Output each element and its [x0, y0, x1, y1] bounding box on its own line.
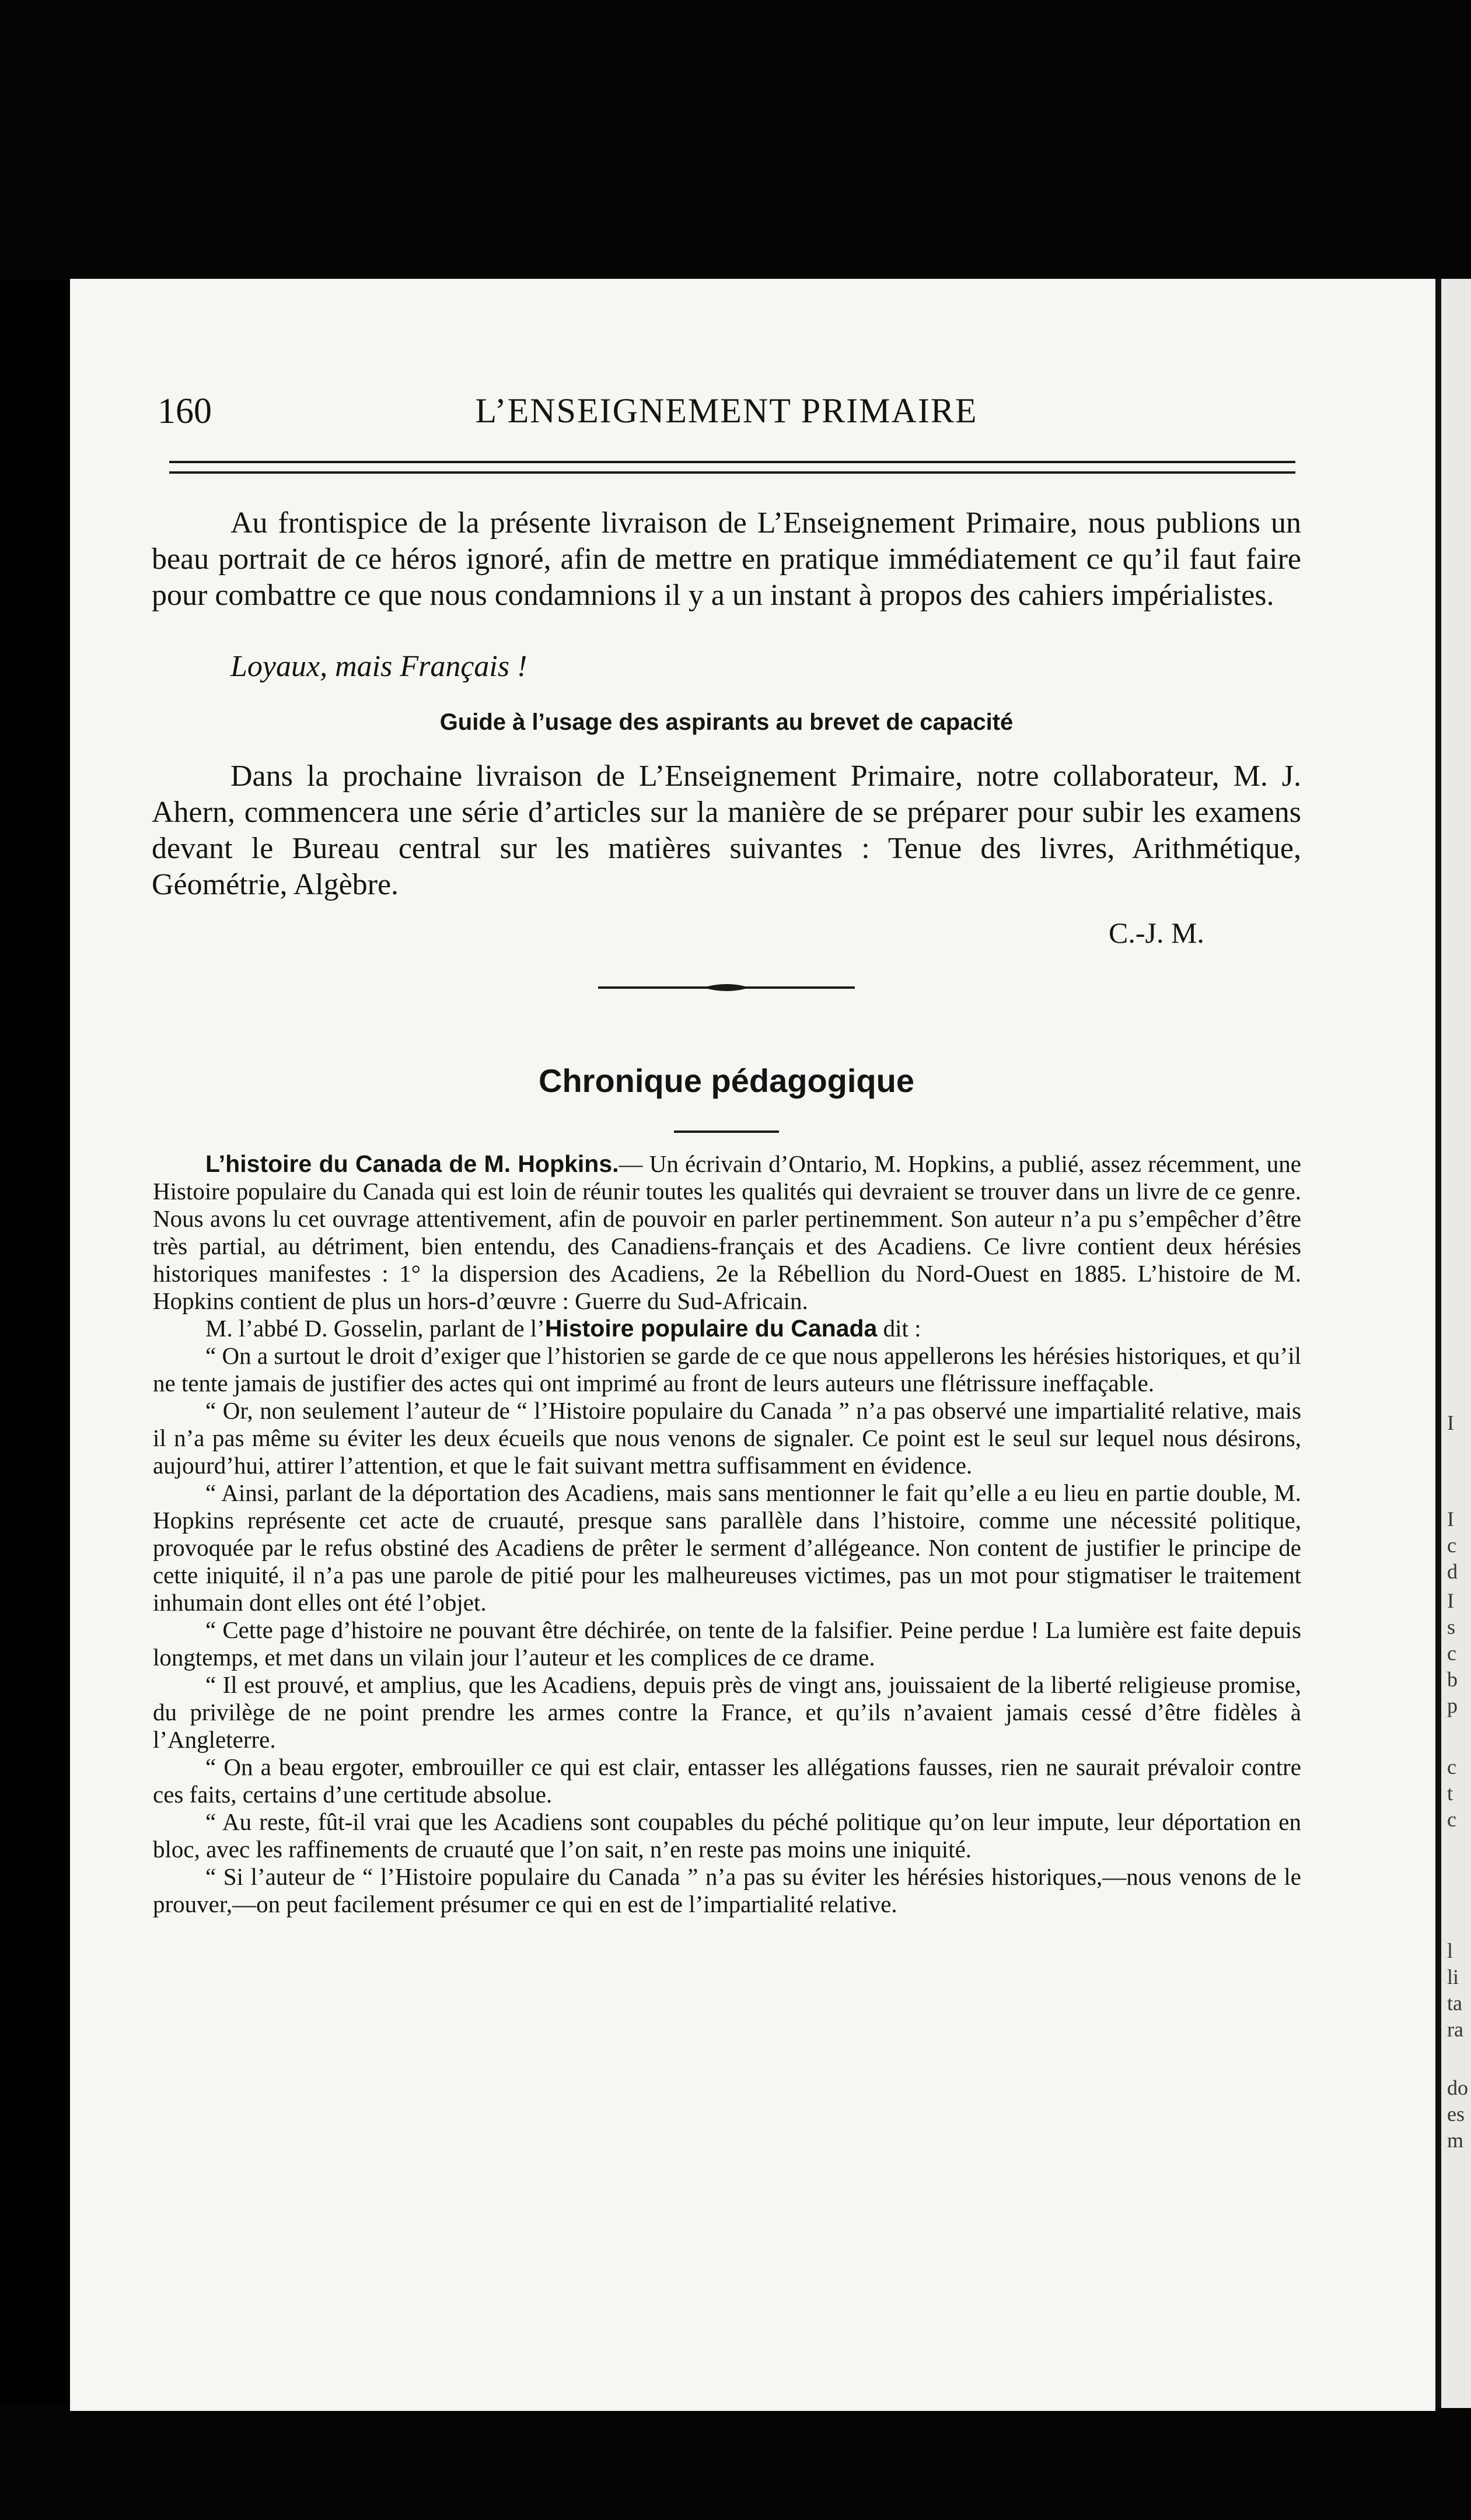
- film-border-bottom: [0, 2403, 1471, 2520]
- page-header: [158, 391, 1295, 438]
- guide-paragraph: Dans la prochaine livraison de L’Enseignement Primaire, notre collaborateur, M. J. Ahern, commencera une série d’articles sur la manière de se préparer pour subir les examens devant le Bureau central sur les matières suivantes : Tenue des livres, Arithmétique, Géométrie, Algèbre.: [152, 760, 1301, 901]
- quote-paragraph: “ Cette page d’histoire ne pouvant être déchirée, on tente de la falsifier. Peine perdue ! La lumière est faite depuis longtemps, et met dans un vilain jour l’auteur et les complices de ce drame.: [153, 1616, 1301, 1671]
- header-rule: [169, 461, 1295, 463]
- motto: Loyaux, mais Français !: [230, 650, 527, 683]
- adjacent-fragment: d: [1447, 1560, 1458, 1583]
- page-number: 160: [158, 391, 212, 431]
- gosselin-line: M. l’abbé D. Gosselin, parlant de l’Histoire populaire du Canada dit :: [205, 1315, 921, 1342]
- section-title: Chronique pédagogique: [539, 1062, 914, 1099]
- section-rule: [674, 1130, 779, 1133]
- adjacent-fragment: I: [1447, 1507, 1454, 1531]
- quote-paragraph: “ Si l’auteur de “ l’Histoire populaire du Canada ” n’a pas su éviter les hérésies historiques,—nous venons de le prouver,—on peut facilement présumer ce qui en est de l’impartialité relative.: [153, 1863, 1301, 1917]
- adjacent-fragment: ta: [1447, 1992, 1462, 2015]
- quote-paragraph: “ Au reste, fût-il vrai que les Acadiens sont coupables du péché politique qu’on leur impute, leur déportation en bloc, avec les raffinements de cruauté que l’on sait, n’en reste pas moins une iniquité.: [153, 1808, 1301, 1863]
- adjacent-fragment: b: [1447, 1668, 1458, 1691]
- lead-paragraph: L’histoire du Canada de M. Hopkins.— Un écrivain d’Ontario, M. Hopkins, a publié, assez récemment, une Histoire populaire du Canada qui est loin de réunir toutes les qualités qui devraient se trouver dans un livre de ce genre. Nous avons lu cet ouvrage attentivement, afin de pouvoir en parler pertinemment. Son auteur n’a pu s’empêcher d’être très partial, au détriment, bien entendu, des Canadiens-français et des Acadiens. Ce livre contient deux hérésies historiques manifestes : 1° la dispersion des Acadiens, 2e la Rébellion du Nord-Ouest en 1885. L’histoire de M. Hopkins contient de plus un hors-d’œuvre : Guerre du Sud-Africain.: [153, 1150, 1301, 1314]
- adjacent-fragment: c: [1447, 1755, 1456, 1779]
- guide-heading: Guide à l’usage des aspirants au brevet de capacité: [439, 709, 1014, 735]
- adjacent-fragment: m: [1447, 2129, 1464, 2152]
- adjacent-fragment: do: [1447, 2076, 1468, 2099]
- adjacent-fragment: I: [1447, 1411, 1454, 1434]
- header-rule: [169, 471, 1295, 474]
- lead-heading: L’histoire du Canada de M. Hopkins.: [205, 1150, 619, 1177]
- book-title: Histoire populaire du Canada: [544, 1315, 878, 1342]
- adjacent-fragment: c: [1447, 1642, 1456, 1665]
- adjacent-fragment: t: [1447, 1782, 1453, 1805]
- quote-paragraph: “ On a surtout le droit d’exiger que l’historien se garde de ce que nous appellerons les hérésies historiques, et qu’il ne tente jamais de justifier des actes qui ont imprimé au front de leurs auteurs une flétrissure ineffaçable.: [153, 1342, 1301, 1396]
- quote-paragraph: “ Or, non seulement l’auteur de “ l’Histoire populaire du Canada ” n’a pas observé une impartialité relative, mais il n’a pas même su éviter les deux écueils que nous venons de signaler. Ce point est le seul sur lequel nous désirons, aujourd’hui, attirer l’attention, et que le fait suivant mettra suffisamment en évidence.: [153, 1397, 1301, 1479]
- quote-paragraph: “ On a beau ergoter, embrouiller ce qui est clair, entasser les allégations fausses, rien ne saurait prévaloir contre ces faits, certains d’une certitude absolue.: [153, 1754, 1301, 1808]
- ornament-divider: [598, 979, 855, 996]
- adjacent-page-edge: [1435, 279, 1471, 2408]
- film-border-top: [0, 0, 1471, 280]
- intro-paragraph: Au frontispice de la présente livraison de L’Enseignement Primaire, nous publions un beau portrait de ce héros ignoré, afin de mettre en pratique immédiatement ce qu’il faut faire pour combattre ce que nous condamnions il y a un instant à propos des cahiers impérialistes.: [152, 506, 1301, 612]
- running-title: L’ENSEIGNEMENT PRIMAIRE: [475, 391, 978, 430]
- adjacent-fragment: s: [1447, 1615, 1456, 1639]
- adjacent-fragment: l: [1447, 1939, 1453, 1962]
- adjacent-fragment: li: [1447, 1965, 1459, 1989]
- signature: C.-J. M.: [1109, 916, 1204, 949]
- adjacent-fragment: c: [1447, 1808, 1456, 1831]
- adjacent-fragment: ra: [1447, 2018, 1463, 2041]
- quote-paragraph: “ Il est prouvé, et amplius, que les Acadiens, depuis près de vingt ans, jouissaient de la liberté religieuse promise, du privilège de ne point prendre les armes contre la France, et qu’ils n’avaient jamais cessé d’être fidèles à l’Angleterre.: [153, 1671, 1301, 1753]
- chronique-body: [153, 1150, 1301, 1918]
- adjacent-fragment: I: [1447, 1589, 1454, 1612]
- adjacent-fragment: p: [1447, 1694, 1458, 1717]
- adjacent-fragment: es: [1447, 2102, 1465, 2126]
- adjacent-fragment: c: [1447, 1534, 1456, 1557]
- quote-paragraph: “ Ainsi, parlant de la déportation des Acadiens, mais sans mentionner le fait qu’elle a eu lieu en partie double, M. Hopkins représente cet acte de cruauté, presque sans parallèle dans l’histoire, comme une nécessité politique, provoquée par le refus obstiné des Acadiens de prêter le serment d’allégeance. Non content de justifier le principe de cette iniquité, il n’a pas une parole de pitié pour les malheureuses victimes, pas un mot pour stigmatiser le traitement inhumain dont elles ont été l’objet.: [153, 1479, 1301, 1616]
